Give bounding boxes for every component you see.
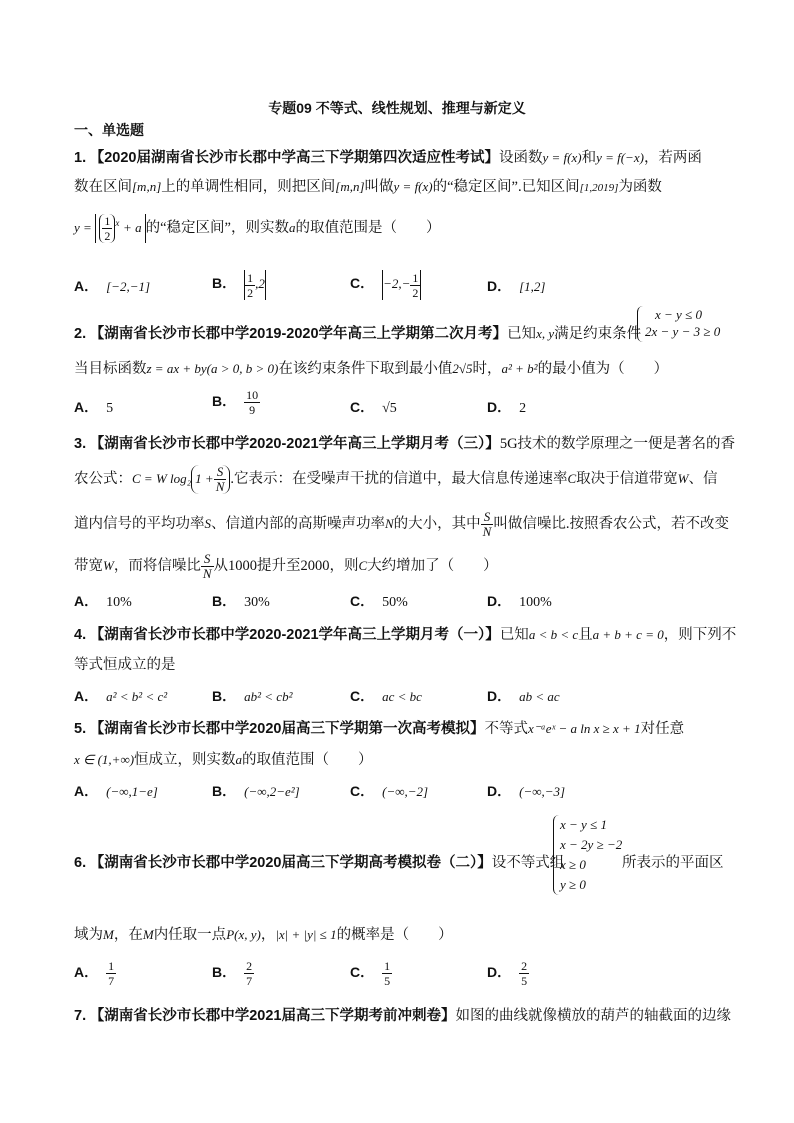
- q5-option-d[interactable]: D． (−∞,−3]: [487, 783, 566, 799]
- q1-source: 【2020届湖南省长沙市长郡中学高三下学期第四次适应性考试】: [89, 150, 499, 166]
- q6-option-a[interactable]: A． $\frac{1}{7}$: [74, 959, 115, 988]
- q4-line1: 4. 【湖南省长沙市长郡中学2020-2021学年高三上学期月考（一）】已知a < b < c且a + b + c = 0，则下列不: [74, 627, 737, 643]
- page-title: 专题09 不等式、线性规划、推理与新定义: [268, 100, 526, 116]
- q1-line1: 1. 【2020届湖南省长沙市长郡中学高三下学期第四次适应性考试】设函数y = f(x)和y = f(−x)，若两函: [74, 150, 702, 166]
- q6-option-c[interactable]: C． $\frac{1}{5}$: [350, 959, 391, 988]
- q1-line2: 数在区间[m,n]上的单调性相同，则把区间[m,n]叫做y = f(x)的“稳定区间”.已知区间[1,2019]为函数: [74, 179, 662, 195]
- q5-option-a[interactable]: A． (−∞,1−e]: [74, 783, 158, 799]
- q4-option-d[interactable]: D． ab < ac: [487, 688, 560, 704]
- q3-option-d[interactable]: D． 100%: [487, 593, 552, 610]
- q3-line3: 道内信号的平均功率S、信道内部的高斯噪声功率N的大小，其中 $\frac{S}{N}$ 叫做信噪比.按照香农公式，若不改变: [74, 509, 729, 539]
- q1-option-b[interactable]: B． $\frac{1}{2}$ ,2: [212, 270, 265, 300]
- q6-option-b[interactable]: B． $\frac{2}{7}$: [212, 959, 253, 988]
- q1-line3: y = $\frac{1}{2}$ $^x$ + a 的“稳定区间”，则实数a的取值范围是（ ）: [74, 214, 441, 243]
- q5-line1: 5. 【湖南省长沙市长郡中学2020届高三下学期第一次高考模拟】不等式x⁻ᵃeˣ − a ln x ≥ x + 1对任意: [74, 721, 685, 737]
- q5-option-b[interactable]: B． (−∞,2−e²]: [212, 783, 300, 799]
- q5-line2: x ∈ (1,+∞)恒成立，则实数a的取值范围（ ）: [74, 752, 373, 768]
- q2-option-d[interactable]: D． 2: [487, 399, 527, 416]
- q3-line1: 3. 【湖南省长沙市长郡中学2020-2021学年高三上学期月考（三）】5G技术的数学原理之一便是著名的香: [74, 436, 736, 452]
- q1-option-c[interactable]: C． −2,− $\frac{1}{2}$: [350, 270, 421, 300]
- q6-line1: 6. 【湖南省长沙市长郡中学2020届高三下学期高考模拟卷（二）】设不等式组: [74, 855, 565, 871]
- q3-option-b[interactable]: B． 30%: [212, 593, 270, 610]
- q4-line2: 等式恒成立的是: [74, 657, 176, 673]
- q2-brace: [637, 306, 644, 342]
- q1-option-a[interactable]: A． [−2,−1]: [74, 278, 151, 294]
- q1-option-d[interactable]: D． [1,2]: [487, 278, 546, 294]
- q2-option-a[interactable]: A． 5: [74, 399, 114, 416]
- q2-line2: 当目标函数z = ax + by(a > 0, b > 0)在该约束条件下取到最小值2√5时，a² + b²的最小值为（ ）: [74, 361, 669, 377]
- q2-option-b[interactable]: B． $\frac{10}{9}$: [212, 388, 259, 417]
- q2-constraints: x − y ≤ 0 2x − y − 3 ≥ 0: [645, 307, 721, 339]
- q5-option-c[interactable]: C． (−∞,−2]: [350, 783, 429, 799]
- section-heading: 一、单选题: [74, 122, 144, 138]
- q3-line2: 农公式：C = W log₂ 1 + $\frac{S}{N}$ .它表示：在受噪声干扰的信道中，最大信息传递速率C取决于信道带宽W、信: [74, 464, 718, 494]
- q2-option-c[interactable]: C． √5: [350, 399, 397, 416]
- q4-option-b[interactable]: B． ab² < cb²: [212, 688, 293, 704]
- q1-abs-expr: $\frac{1}{2}$ $^x$ + a: [95, 214, 145, 243]
- q4-option-c[interactable]: C． ac < bc: [350, 688, 422, 704]
- q6-line2: 域为M，在M内任取一点P(x, y)，|x| + |y| ≤ 1的概率是（ ）: [74, 927, 453, 943]
- q4-option-a[interactable]: A． a² < b² < c²: [74, 688, 168, 704]
- q3-line4: 带宽W，而将信噪比 $\frac{S}{N}$ 从1000提升至2000，则C大约增加了（ ）: [74, 551, 498, 581]
- q6-brace: [553, 815, 560, 895]
- q3-option-c[interactable]: C． 50%: [350, 593, 408, 610]
- q7-line1: 7. 【湖南省长沙市长郡中学2021届高三下学期考前冲刺卷】如图的曲线就像横放的葫芦的轴截面的边缘: [74, 1008, 731, 1024]
- q1-number: 1.: [74, 150, 87, 166]
- q3-option-a[interactable]: A． 10%: [74, 593, 132, 610]
- q6-line1-tail: 所表示的平面区: [622, 855, 724, 871]
- q2-line1: 2. 【湖南省长沙市长郡中学2019-2020学年高三上学期第二次月考】已知x, y满足约束条件: [74, 326, 642, 342]
- q6-constraints: x − y ≤ 1 x − 2y ≥ −2 x ≥ 0 y ≥ 0: [560, 817, 623, 892]
- q6-option-d[interactable]: D． $\frac{2}{5}$: [487, 959, 528, 988]
